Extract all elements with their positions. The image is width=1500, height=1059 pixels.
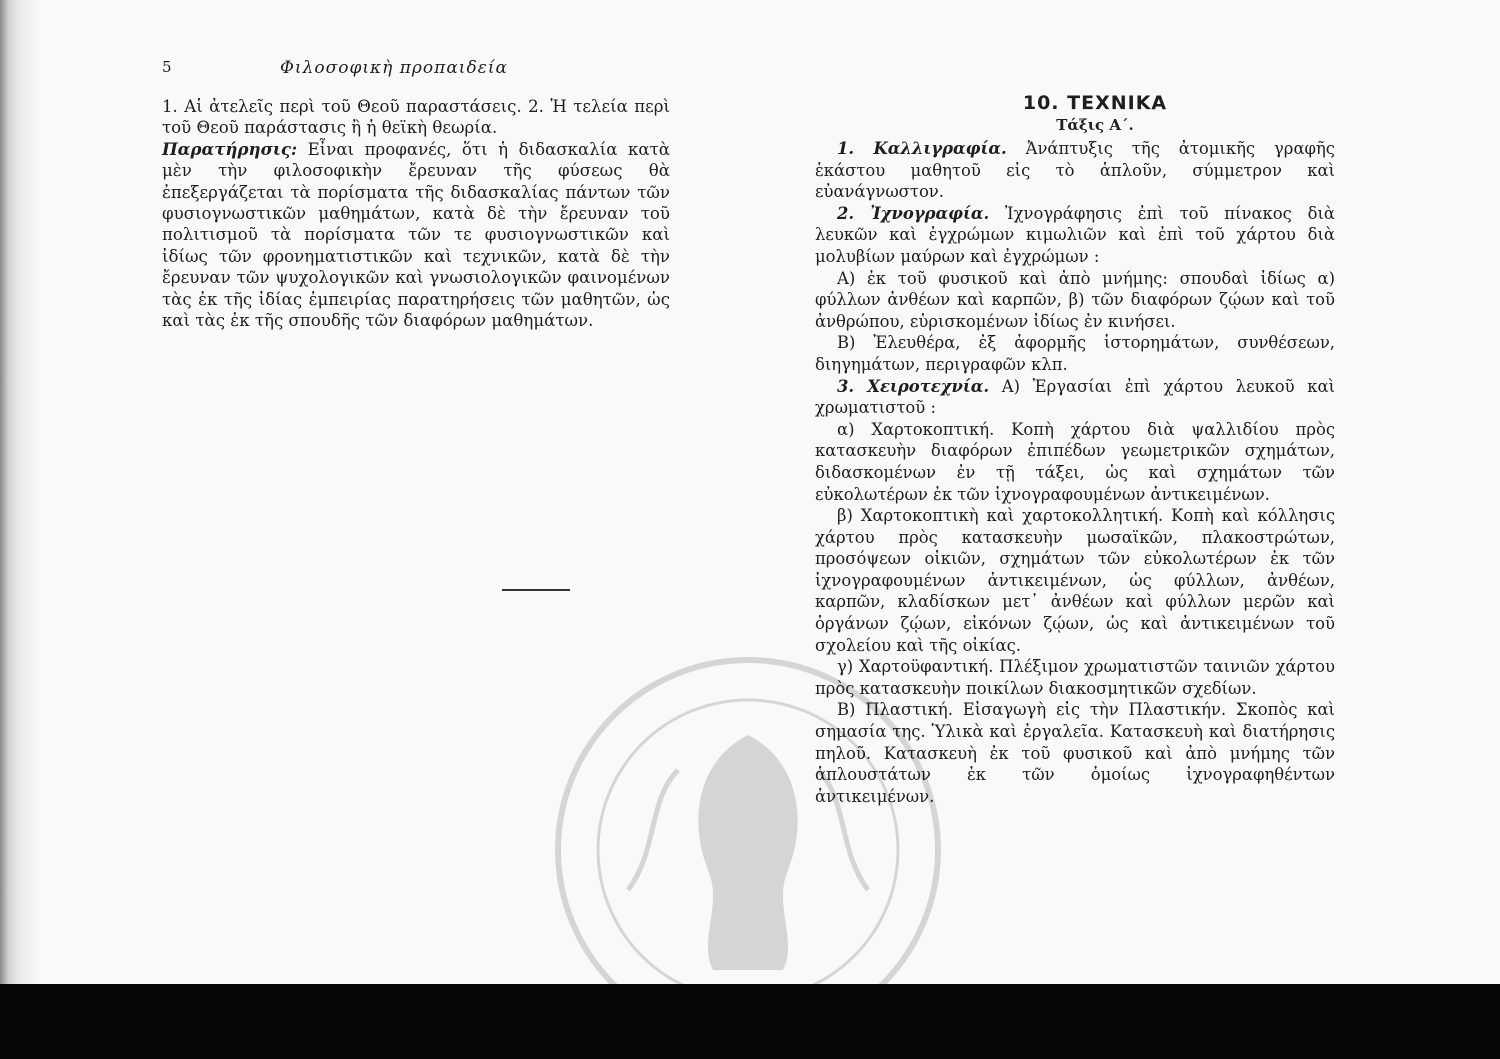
end-rule bbox=[502, 589, 570, 591]
right-paragraph-4-text: Β) Ἐλευθέρα, ἐξ ἀφορμῆς ἱστορημάτων, συνθέσεων, διηγημάτων, περιγραφῶν κλπ. bbox=[815, 333, 1335, 374]
left-paragraph-1 bbox=[162, 96, 670, 139]
left-body-text bbox=[162, 96, 670, 331]
right-paragraph-8-text: γ) Χαρτοϋφαντική. Πλέξιμον χρωματιστῶν ταινιῶν χάρτου πρὸς κατασκευὴν ποικίλων διακοσμητικῶν σχεδίων. bbox=[815, 657, 1335, 698]
right-paragraph-9-text: Β) Πλαστική. Εἰσαγωγὴ εἰς τὴν Πλαστικήν. Σκοπὸς καὶ σημασία της. Ὑλικὰ καὶ ἐργαλεῖα. Κατασκευὴ καὶ διατήρησις πηλοῦ. Κατασκευὴ ἐκ τοῦ φυσικοῦ καὶ ἀπὸ μνήμης τῶν ἁπλουστάτων ἐκ τῶν ὁμοίως ἰχνογραφηθέντων ἀντικειμένων. bbox=[815, 700, 1335, 806]
left-paragraph-2-text: Εἶναι προφανές, ὅτι ἡ διδασκαλία κατὰ μὲν τὴν φιλοσοφικὴν ἔρευναν τῆς φύσεως θὰ ἐπεξεργάζεται τὰ πορίσματα τῆς διδασκαλίας πάντων τῶν φυσιογνωστικῶν μαθημάτων, κατὰ δὲ τὴν ἔρευναν τοῦ πολιτισμοῦ τὰ πορίσματα τῶν τε φυσιογνωστικῶν καὶ ἰδίως τῶν φρονηματιστικῶν καὶ τεχνικῶν, κατὰ δὲ τὴν ἔρευναν τῶν ψυχολογικῶν καὶ γνωσιολογικῶν φαινομένων τὰς ἐκ τῆς ἰδίας ἐμπειρίας παρατηρήσεις τῶν μαθητῶν, ὡς καὶ τὰς ἐκ τῆς σπουδῆς τῶν διαφόρων μαθημάτων. bbox=[162, 139, 670, 331]
right-paragraph-3 bbox=[815, 268, 1335, 333]
right-paragraph-1 bbox=[815, 138, 1335, 203]
page-number: 5 bbox=[162, 58, 173, 76]
left-paragraph-1-text: 1. Αἱ ἀτελεῖς περὶ τοῦ Θεοῦ παραστάσεις. 2. Ἡ τελεία περὶ τοῦ Θεοῦ παράστασις ἢ ἡ θεϊκὴ θεωρία. bbox=[162, 97, 670, 138]
right-paragraph-2 bbox=[815, 203, 1335, 268]
right-paragraph-7-text: β) Χαρτοκοπτικὴ καὶ χαρτοκολλητική. Κοπὴ καὶ κόλλησις χάρτου πρὸς κατασκευὴν μωσαϊκῶν, πλακοστρώτων, προσόψεων οἰκιῶν, σχημάτων τῶν εὐκολωτέρων ἐκ τῶν ἰχνογραφουμένων ἀντικειμένων, ὡς φύλλων, ἀνθέων, καρπῶν, κλαδίσκων μετ᾽ ἀνθέων καὶ φύλλων μερῶν καὶ ὀργάνων ζῴων, εἰκόνων ζῴων, ὡς καὶ ἀντικειμένων τοῦ σχολείου καὶ τῆς οἰκίας. bbox=[815, 506, 1335, 655]
right-paragraph-4 bbox=[815, 332, 1335, 375]
section-subtitle: Τάξις Α΄. bbox=[1056, 116, 1134, 134]
remark-lead: Παρατήρησις: bbox=[162, 138, 298, 159]
right-paragraph-6-text: α) Χαρτοκοπτική. Κοπὴ χάρτου διὰ ψαλλιδίου πρὸς κατασκευὴν διαφόρων ἐπιπέδων γεωμετρικῶν σχημάτων, διδασκομένων ἐν τῇ τάξει, ὡς καὶ σχημάτων τῶν εὐκολωτέρων ἐκ τῶν ἰχνογραφουμένων ἀντικειμένων. bbox=[815, 419, 1335, 504]
left-paragraph-2 bbox=[162, 139, 670, 332]
right-paragraph-2-text: Ἰχνογράφησις ἐπὶ τοῦ πίνακος διὰ λευκῶν καὶ ἐγχρώμων κιμωλιῶν καὶ ἐπὶ τοῦ χάρτου διὰ μολυβίων μαύρων καὶ ἐγχρώμων : bbox=[815, 203, 1335, 266]
right-paragraph-2-lead: 2. Ἰχνογραφία. bbox=[837, 203, 990, 223]
right-paragraph-1-lead: 1. Καλλιγραφία. bbox=[837, 139, 1007, 158]
scan-bottom-band bbox=[0, 984, 1500, 1059]
right-paragraph-7 bbox=[815, 505, 1335, 656]
right-paragraph-5-text: Α) Ἐργασίαι ἐπὶ χάρτου λευκοῦ καὶ χρωματιστοῦ : bbox=[815, 376, 1335, 418]
right-paragraph-1-text: Ἀνάπτυξις τῆς ἀτομικῆς γραφῆς ἑκάστου μαθητοῦ εἰς τὸ ἁπλοῦν, σύμμετρον καὶ εὐανάγνωστον. bbox=[815, 139, 1335, 202]
right-paragraph-6 bbox=[815, 419, 1335, 505]
left-gutter-shadow bbox=[0, 0, 40, 990]
running-head bbox=[150, 58, 680, 82]
right-paragraph-5 bbox=[815, 376, 1335, 419]
right-paragraph-3-text: Α) ἐκ τοῦ φυσικοῦ καὶ ἀπὸ μνήμης: σπουδαὶ ἰδίως α) φύλλων ἀνθέων καὶ καρπῶν, β) τῶν διαφόρων ζῴων καὶ τοῦ ἀνθρώπου, εὑρισκομένων ἰδίως ἐν κινήσει. bbox=[815, 268, 1335, 331]
right-paragraph-5-lead: 3. Χειροτεχνία. bbox=[837, 376, 990, 396]
running-title: Φιλοσοφικὴ προπαιδεία bbox=[280, 58, 508, 78]
section-title: 10. ΤΕΧΝΙΚΑ bbox=[1022, 92, 1168, 114]
